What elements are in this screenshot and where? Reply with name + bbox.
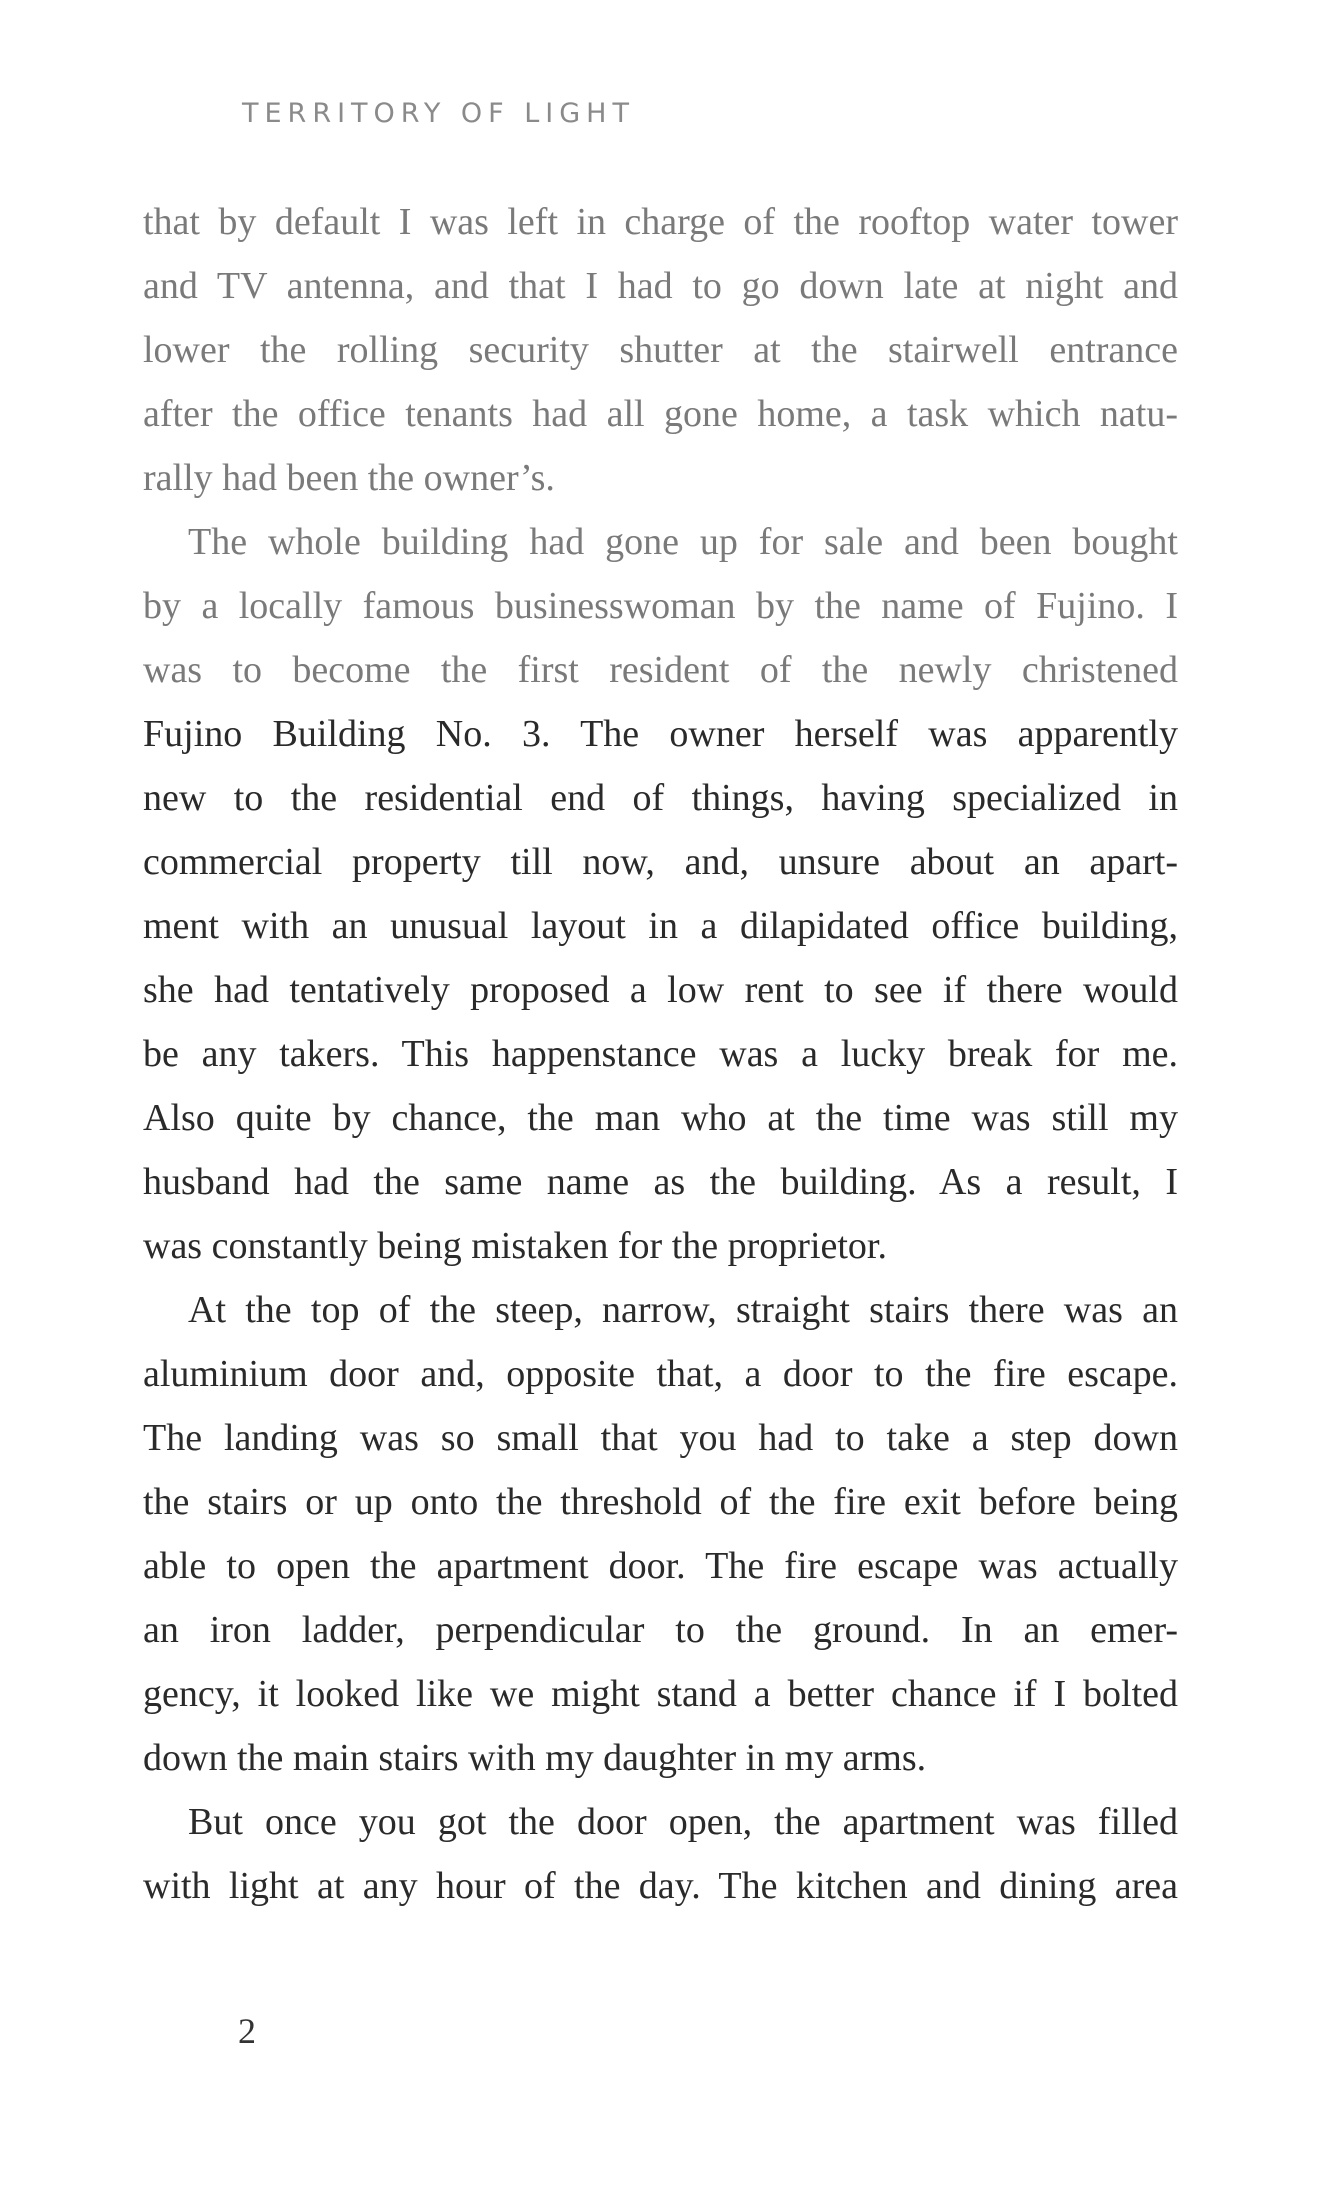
text-line: ment with an unusual layout in a dilapidated office building, — [143, 905, 1178, 947]
text-line: commercial property till now, and, unsure about an apart- — [143, 841, 1178, 883]
text-line: by a locally famous businesswoman by the name of Fujino. I — [143, 585, 1178, 627]
page-number: 2 — [238, 2011, 256, 2051]
text-line: aluminium door and, opposite that, a door to the fire escape. — [143, 1353, 1178, 1395]
text-line: gency, it looked like we might stand a better chance if I bolted — [143, 1673, 1178, 1715]
text-line: an iron ladder, perpendicular to the ground. In an emer- — [143, 1609, 1178, 1651]
paragraph-end-line: was constantly being mistaken for the proprietor. — [143, 1225, 887, 1267]
paragraph-first-line: The whole building had gone up for sale and been bought — [188, 521, 1178, 563]
text-line: that by default I was left in charge of the rooftop water tower — [143, 201, 1178, 243]
text-line: she had tentatively proposed a low rent to see if there would — [143, 969, 1178, 1011]
text-line: Fujino Building No. 3. The owner herself was apparently — [143, 713, 1178, 755]
paragraph-first-line: But once you got the door open, the apartment was filled — [188, 1801, 1178, 1843]
paragraph-first-line: At the top of the steep, narrow, straight stairs there was an — [188, 1289, 1178, 1331]
text-line: new to the residential end of things, having specialized in — [143, 777, 1178, 819]
text-line: was to become the first resident of the newly christened — [143, 649, 1178, 691]
text-line: the stairs or up onto the threshold of the fire exit before being — [143, 1481, 1178, 1523]
text-line: be any takers. This happenstance was a lucky break for me. — [143, 1033, 1178, 1075]
text-line: husband had the same name as the building. As a result, I — [143, 1161, 1178, 1203]
text-line: Also quite by chance, the man who at the time was still my — [143, 1097, 1178, 1139]
paragraph-end-line: down the main stairs with my daughter in my arms. — [143, 1737, 927, 1779]
text-line: and TV antenna, and that I had to go down late at night and — [143, 265, 1178, 307]
running-head: TERRITORY OF LIGHT — [242, 98, 635, 129]
body-text — [143, 190, 1178, 1918]
text-line: after the office tenants had all gone home, a task which natu- — [143, 393, 1178, 435]
text-line: The landing was so small that you had to take a step down — [143, 1417, 1178, 1459]
text-line: lower the rolling security shutter at the stairwell entrance — [143, 329, 1178, 371]
text-line: with light at any hour of the day. The kitchen and dining area — [143, 1865, 1178, 1907]
text-line: able to open the apartment door. The fire escape was actually — [143, 1545, 1178, 1587]
paragraph-end-line: rally had been the owner’s. — [143, 457, 555, 499]
